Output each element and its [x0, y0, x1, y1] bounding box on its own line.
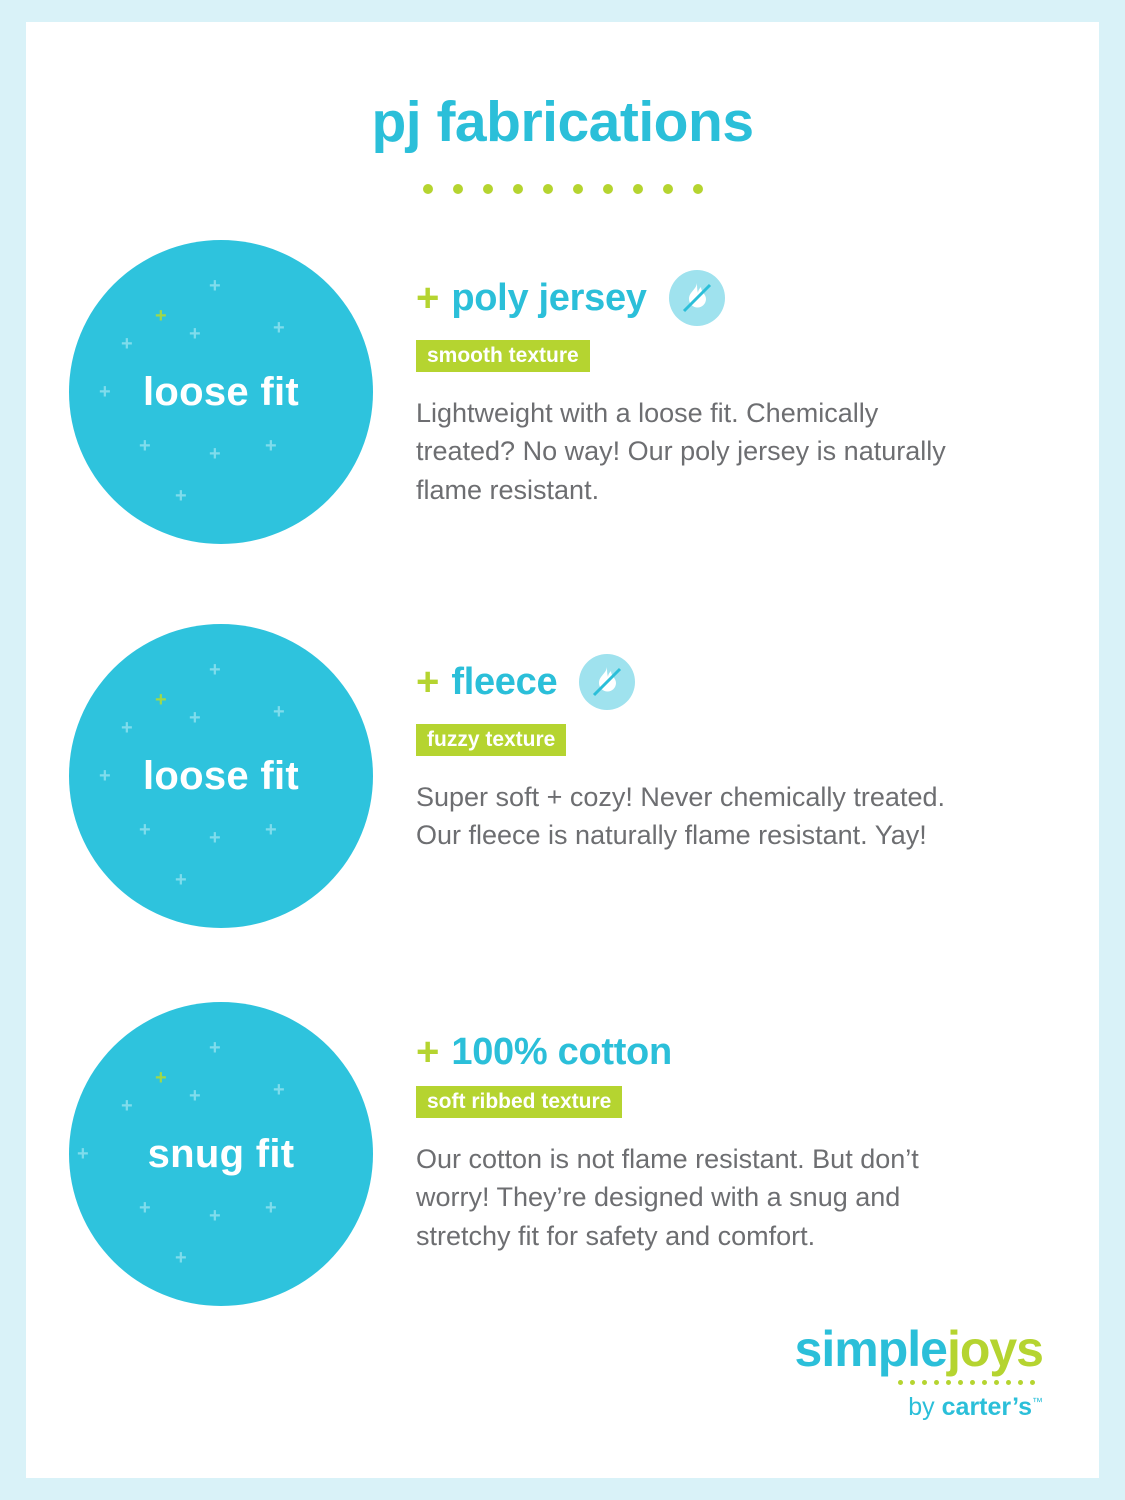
fabrication-heading-line [416, 270, 1039, 326]
brand-dot [1006, 1380, 1011, 1385]
fit-label: loose fit [142, 369, 300, 414]
plus-sparkle-icon: + [99, 765, 111, 787]
divider-dot [423, 184, 433, 194]
divider-dot [453, 184, 463, 194]
dot-divider [26, 184, 1099, 194]
flame-no-symbol-icon [579, 654, 635, 710]
fit-circle [69, 624, 373, 928]
fabrication-content [416, 1002, 1099, 1255]
plus-sparkle-icon: + [189, 1085, 201, 1107]
brand-dot [898, 1380, 903, 1385]
plus-sparkle-icon: + [155, 689, 167, 711]
plus-sparkle-icon: + [121, 717, 133, 739]
texture-tag-wrap [416, 326, 1039, 372]
plus-sparkle-icon: + [209, 443, 221, 465]
plus-sparkle-icon: + [139, 435, 151, 457]
plus-sparkle-icon: + [77, 1143, 89, 1165]
divider-dot [663, 184, 673, 194]
plus-sparkle-icon: + [121, 333, 133, 355]
fabrication-heading-line [416, 654, 1039, 710]
fabrication-description: Lightweight with a loose fit. Chemically treated? No way! Our poly jersey is naturally flame resistant. [416, 398, 946, 505]
divider-dot [693, 184, 703, 194]
brand-dot [982, 1380, 987, 1385]
fit-circle [69, 240, 373, 544]
brand-dot [922, 1380, 927, 1385]
brand-logo-dots [795, 1380, 1035, 1385]
fabrication-content [416, 624, 1099, 855]
plus-sparkle-icon: + [273, 701, 285, 723]
brand-dot [958, 1380, 963, 1385]
fabrication-heading: poly jersey [451, 277, 647, 319]
fit-circle [69, 1002, 373, 1306]
plus-sparkle-icon: + [209, 659, 221, 681]
plus-bullet-icon: + [416, 276, 440, 320]
brand-dot [934, 1380, 939, 1385]
brand-tm-mark: ™ [1032, 1396, 1043, 1409]
fabrication-item [26, 240, 1099, 544]
fabrication-list [26, 240, 1099, 1306]
plus-sparkle-icon: + [209, 1205, 221, 1227]
fit-label: snug fit [147, 1131, 295, 1176]
fabrication-item [26, 624, 1099, 928]
divider-dot [543, 184, 553, 194]
fabrication-description: Super soft + cozy! Never chemically treated. Our fleece is naturally flame resistant. Yay! [416, 782, 945, 851]
brand-dot [1018, 1380, 1023, 1385]
brand-logo-main [794, 1321, 1043, 1377]
divider-dot [603, 184, 613, 194]
plus-sparkle-icon: + [139, 819, 151, 841]
divider-dot [633, 184, 643, 194]
brand-by-label: by [908, 1393, 942, 1421]
brand-word-simple: simple [794, 1321, 947, 1377]
brand-dot [910, 1380, 915, 1385]
brand-logo [794, 1321, 1043, 1421]
texture-tag: fuzzy texture [416, 724, 566, 756]
brand-dot [970, 1380, 975, 1385]
fabrication-heading: fleece [451, 661, 558, 703]
divider-dot [573, 184, 583, 194]
divider-dot [513, 184, 523, 194]
texture-tag: soft ribbed texture [416, 1086, 622, 1118]
texture-tag: smooth texture [416, 340, 590, 372]
plus-sparkle-icon: + [273, 317, 285, 339]
fabrication-item [26, 1002, 1099, 1306]
divider-dot [483, 184, 493, 194]
page-title: pj fabrications [371, 90, 754, 154]
texture-tag-wrap [416, 1072, 1039, 1118]
fabrication-description: Our cotton is not flame resistant. But don’t worry! They’re designed with a snug and stretchy fit for safety and comfort. [416, 1144, 919, 1251]
fit-circle-wrap [26, 624, 416, 928]
fabrication-content [416, 240, 1099, 509]
plus-sparkle-icon: + [175, 485, 187, 507]
plus-sparkle-icon: + [121, 1095, 133, 1117]
plus-sparkle-icon: + [209, 275, 221, 297]
plus-sparkle-icon: + [155, 305, 167, 327]
fabrication-heading: 100% cotton [451, 1031, 672, 1073]
brand-logo-sub [795, 1395, 1043, 1420]
plus-sparkle-icon: + [175, 1247, 187, 1269]
fit-circle-wrap [26, 240, 416, 544]
plus-sparkle-icon: + [265, 1197, 277, 1219]
brand-dot [946, 1380, 951, 1385]
plus-sparkle-icon: + [273, 1079, 285, 1101]
fit-label: loose fit [142, 753, 300, 798]
plus-sparkle-icon: + [99, 381, 111, 403]
plus-sparkle-icon: + [189, 707, 201, 729]
texture-tag-wrap [416, 710, 1039, 756]
plus-bullet-icon: + [416, 660, 440, 704]
poster-sheet [26, 22, 1099, 1478]
brand-word-joys: joys [946, 1321, 1043, 1377]
plus-sparkle-icon: + [139, 1197, 151, 1219]
brand-dot [994, 1380, 999, 1385]
fabrication-heading-line [416, 1032, 1039, 1072]
flame-no-symbol-icon [669, 270, 725, 326]
plus-sparkle-icon: + [209, 1037, 221, 1059]
plus-bullet-icon: + [416, 1030, 440, 1074]
plus-sparkle-icon: + [189, 323, 201, 345]
brand-dot [1030, 1380, 1035, 1385]
brand-carters-label: carter’s [941, 1393, 1032, 1421]
plus-sparkle-icon: + [209, 827, 221, 849]
fit-circle-wrap [26, 1002, 416, 1306]
plus-sparkle-icon: + [175, 869, 187, 891]
plus-sparkle-icon: + [155, 1067, 167, 1089]
plus-sparkle-icon: + [265, 435, 277, 457]
plus-sparkle-icon: + [265, 819, 277, 841]
